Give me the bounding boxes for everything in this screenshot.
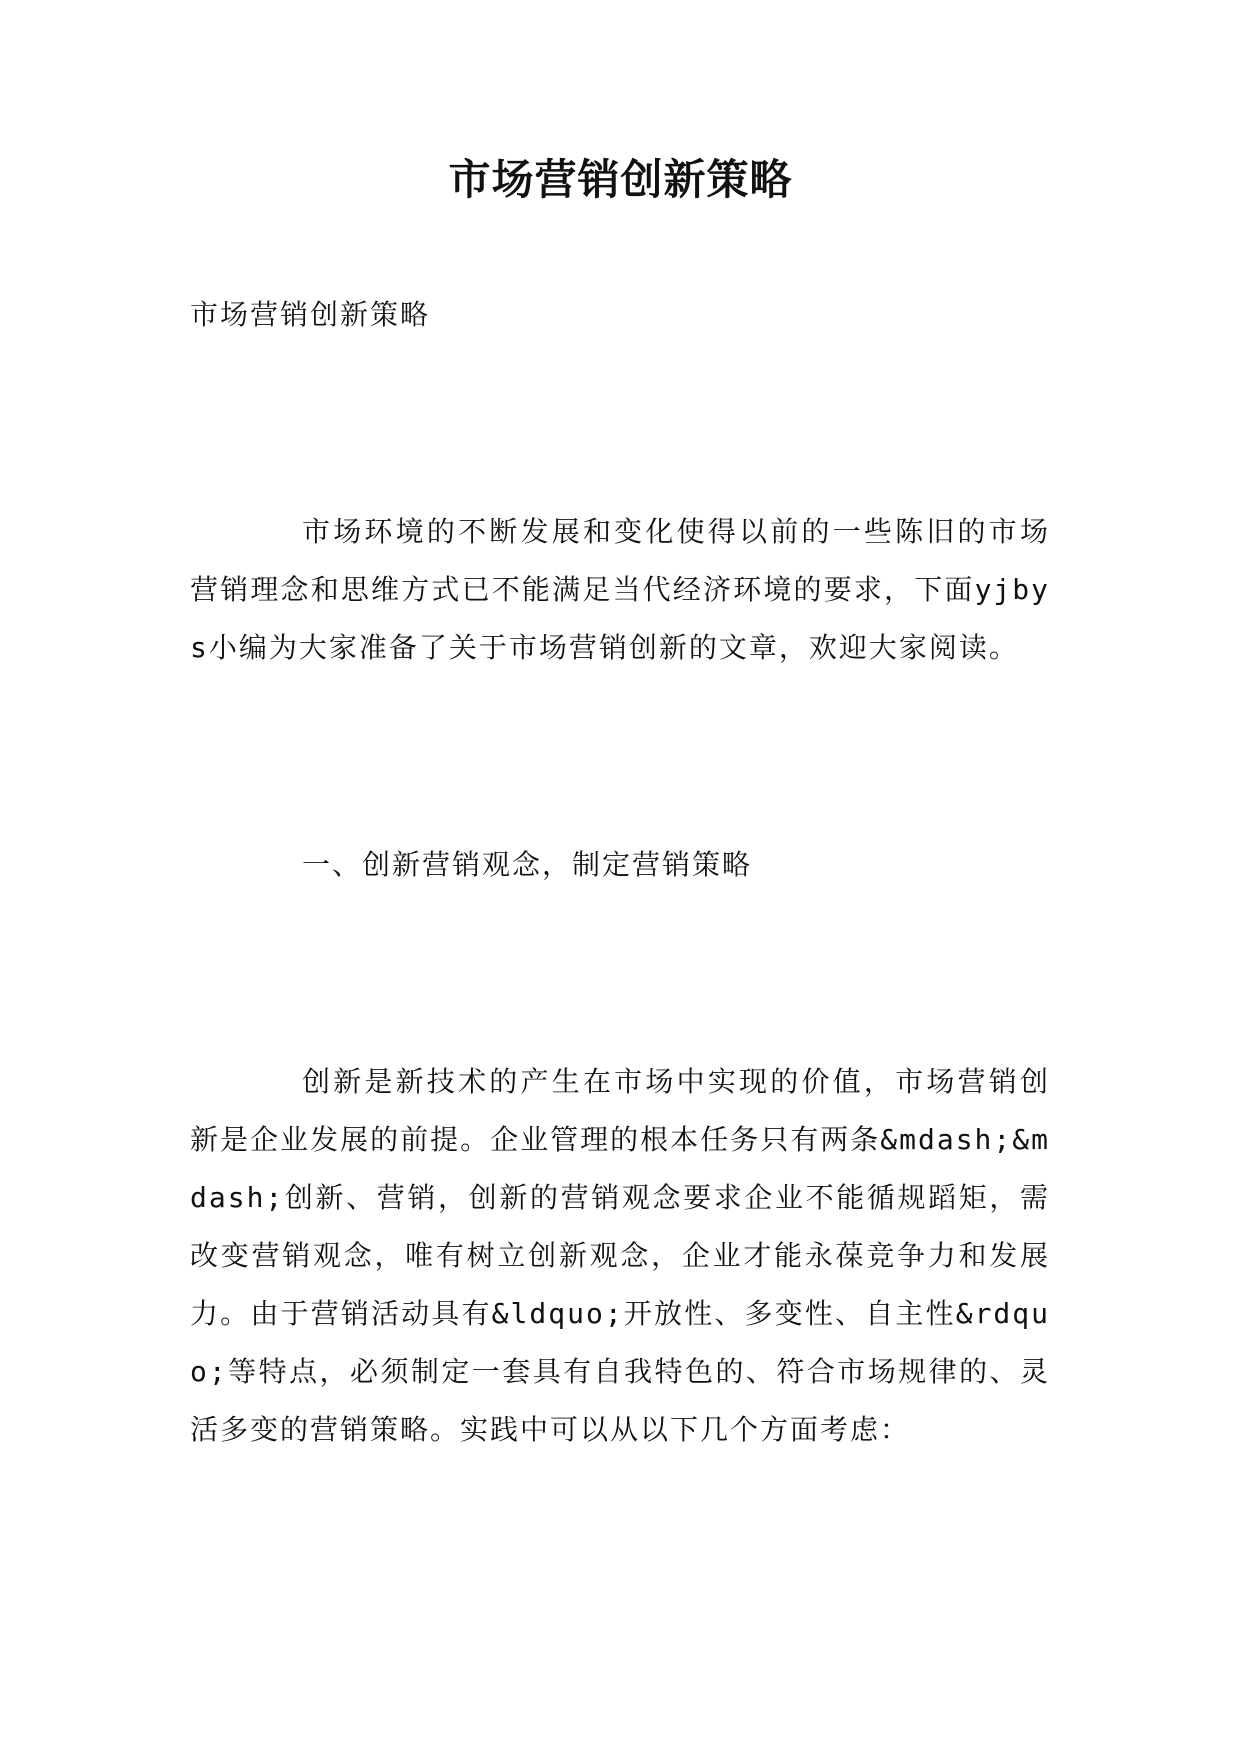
body-paragraph: 创新是新技术的产生在市场中实现的价值，市场营销创新是企业发展的前提。企业管理的根本任务只有两条&mdash;&mdash;创新、营销，创新的营销观念要求企业不能循规蹈矩，需改变营销观念，唯有树立创新观念，企业才能永葆竞争力和发展力。由于营销活动具有&ldquo;开放性、多变性、自主性&rdquo;等特点，必须制定一套具有自我特色的、符合市场规律的、灵活多变的营销策略。实践中可以从以下几个方面考虑： <box>190 1065 1050 1446</box>
document-body <box>190 286 1050 1459</box>
section-heading: 一、创新营销观念，制定营销策略 <box>302 848 753 881</box>
intro-paragraph: 市场环境的不断发展和变化使得以前的一些陈旧的市场营销理念和思维方式已不能满足当代经济环境的要求，下面yjbys小编为大家准备了关于市场营销创新的文章，欢迎大家阅读。 <box>190 515 1050 664</box>
document-title: 市场营销创新策略 <box>448 155 793 204</box>
document-subtitle: 市场营销创新策略 <box>190 298 431 331</box>
